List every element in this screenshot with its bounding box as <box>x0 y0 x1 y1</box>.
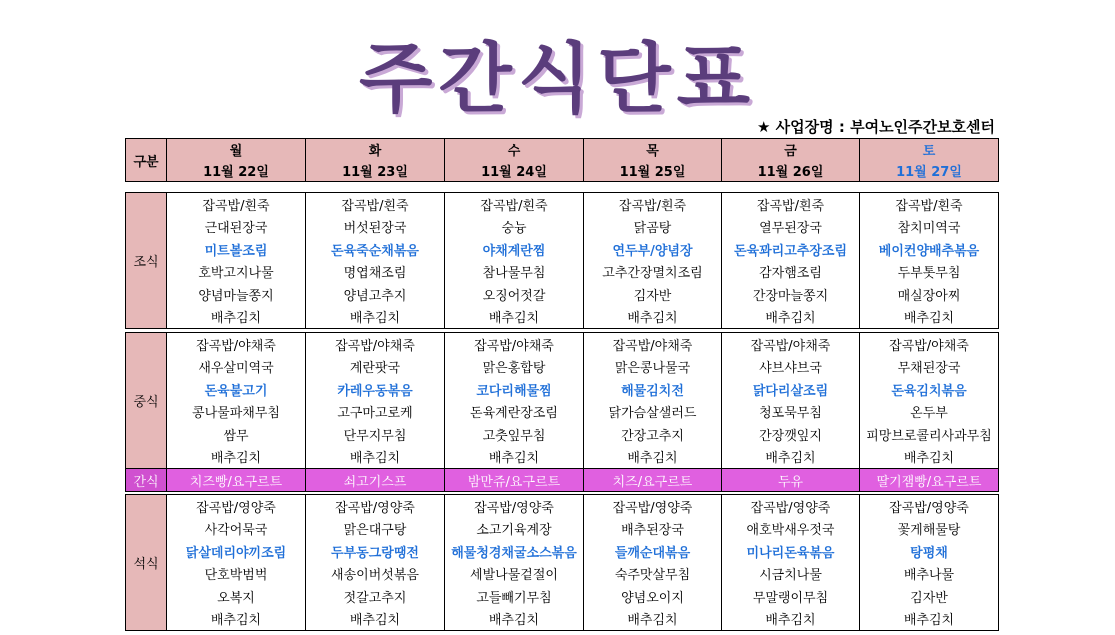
lunch-dish: 잡곡밥/야채죽 <box>860 333 999 356</box>
date-wed: 11월 24일 <box>445 160 584 182</box>
dinner-table <box>125 494 999 631</box>
dinner-dish: 배추김치 <box>445 608 584 631</box>
breakfast-dish: 베이컨양배추볶음 <box>860 238 999 261</box>
lunch-dish: 청포묵무침 <box>722 401 860 424</box>
dinner-dish: 잡곡밥/영양죽 <box>167 495 306 518</box>
lunch-dish: 잡곡밥/야채죽 <box>722 333 860 356</box>
dinner-dish: 잡곡밥/영양죽 <box>445 495 584 518</box>
breakfast-dish: 연두부/양념장 <box>584 238 722 261</box>
breakfast-row <box>126 238 999 261</box>
breakfast-dish: 근대된장국 <box>167 216 306 239</box>
breakfast-dish: 배추김치 <box>584 306 722 329</box>
day-tue: 화 <box>306 139 445 161</box>
dinner-dish: 무말랭이무침 <box>722 585 860 608</box>
breakfast-dish: 배추김치 <box>860 306 999 329</box>
dinner-dish: 시금치나물 <box>722 563 860 586</box>
dinner-dish: 양념오이지 <box>584 585 722 608</box>
dinner-row <box>126 540 999 563</box>
lunch-dish: 돈육김치볶음 <box>860 378 999 401</box>
lunch-dish: 배추김치 <box>306 446 445 469</box>
lunch-dish: 간장고추지 <box>584 423 722 446</box>
date-tue: 11월 23일 <box>306 160 445 182</box>
lunch-row <box>126 423 999 446</box>
dinner-dish: 탕평채 <box>860 540 999 563</box>
breakfast-dish: 숭늉 <box>445 216 584 239</box>
breakfast-dish: 양념고추지 <box>306 283 445 306</box>
breakfast-row <box>126 306 999 329</box>
breakfast-dish: 잡곡밥/흰죽 <box>167 193 306 216</box>
lunch-dish: 온두부 <box>860 401 999 424</box>
breakfast-label: 조식 <box>126 193 167 329</box>
breakfast-dish: 매실장아찌 <box>860 283 999 306</box>
lunch-dish: 콩나물파채무침 <box>167 401 306 424</box>
breakfast-dish: 배추김치 <box>167 306 306 329</box>
lunch-dish: 배추김치 <box>722 446 860 469</box>
dinner-dish: 배추나물 <box>860 563 999 586</box>
page-title: 주간식단표 <box>358 34 757 123</box>
dinner-row <box>126 563 999 586</box>
breakfast-dish: 닭곰탕 <box>584 216 722 239</box>
breakfast-row <box>126 216 999 239</box>
dinner-dish: 들깨순대볶음 <box>584 540 722 563</box>
dinner-dish: 닭살데리야끼조림 <box>167 540 306 563</box>
lunch-dish: 배추김치 <box>167 446 306 469</box>
dinner-dish: 소고기육계장 <box>445 518 584 541</box>
lunch-dish: 배추김치 <box>860 446 999 469</box>
dinner-row <box>126 518 999 541</box>
dinner-dish: 잡곡밥/영양죽 <box>584 495 722 518</box>
dinner-dish: 김자반 <box>860 585 999 608</box>
day-fri: 금 <box>722 139 860 161</box>
lunch-dish: 코다리해물찜 <box>445 378 584 401</box>
lunch-dish: 닭가슴살샐러드 <box>584 401 722 424</box>
breakfast-dish: 두부톳무침 <box>860 261 999 284</box>
day-sat: 토 <box>860 139 999 161</box>
day-thu: 목 <box>584 139 722 161</box>
lunch-dish: 간장깻잎지 <box>722 423 860 446</box>
dinner-dish: 세발나물겉절이 <box>445 563 584 586</box>
lunch-dish: 잡곡밥/야채죽 <box>167 333 306 356</box>
snack-item: 딸기잼빵/요구르트 <box>860 469 999 492</box>
snack-row <box>126 469 999 492</box>
lunch-dish: 배추김치 <box>584 446 722 469</box>
dinner-dish: 해물청경채굴소스볶음 <box>445 540 584 563</box>
lunch-row <box>126 401 999 424</box>
breakfast-dish: 배추김치 <box>722 306 860 329</box>
header-label: 구분 <box>126 139 167 182</box>
dinner-dish: 단호박범벅 <box>167 563 306 586</box>
lunch-row <box>126 446 999 469</box>
lunch-dish: 돈육계란장조림 <box>445 401 584 424</box>
lunch-dish: 고춧잎무침 <box>445 423 584 446</box>
snack-item: 밤만쥬/요구르트 <box>445 469 584 492</box>
breakfast-dish: 배추김치 <box>306 306 445 329</box>
lunch-dish: 돈육불고기 <box>167 378 306 401</box>
lunch-dish: 무채된장국 <box>860 356 999 379</box>
breakfast-dish: 잡곡밥/흰죽 <box>860 193 999 216</box>
lunch-label: 중식 <box>126 333 167 469</box>
dinner-label: 석식 <box>126 495 167 631</box>
dinner-dish: 오복지 <box>167 585 306 608</box>
lunch-row <box>126 333 999 356</box>
org-name: ★ 사업장명 : 부여노인주간보호센터 <box>757 118 995 136</box>
dinner-dish: 애호박새우젓국 <box>722 518 860 541</box>
breakfast-dish: 참치미역국 <box>860 216 999 239</box>
breakfast-dish: 야채계란찜 <box>445 238 584 261</box>
lunch-dish: 계란팟국 <box>306 356 445 379</box>
header-table <box>125 138 999 182</box>
breakfast-dish: 명엽채조림 <box>306 261 445 284</box>
breakfast-dish: 호박고지나물 <box>167 261 306 284</box>
snack-table <box>125 468 999 492</box>
lunch-dish: 잡곡밥/야채죽 <box>584 333 722 356</box>
date-fri: 11월 26일 <box>722 160 860 182</box>
lunch-dish: 잡곡밥/야채죽 <box>306 333 445 356</box>
breakfast-dish: 잡곡밥/흰죽 <box>722 193 860 216</box>
dinner-dish: 배추김치 <box>306 608 445 631</box>
lunch-row <box>126 356 999 379</box>
breakfast-dish: 돈육꽈리고추장조림 <box>722 238 860 261</box>
lunch-table <box>125 332 999 469</box>
lunch-dish: 피망브로콜리사과무침 <box>860 423 999 446</box>
dinner-dish: 잡곡밥/영양죽 <box>306 495 445 518</box>
lunch-dish: 고구마고로케 <box>306 401 445 424</box>
breakfast-row <box>126 283 999 306</box>
snack-item: 두유 <box>722 469 860 492</box>
snack-item: 치즈/요구르트 <box>584 469 722 492</box>
dinner-dish: 숙주맛살무침 <box>584 563 722 586</box>
breakfast-dish: 고추간장멸치조림 <box>584 261 722 284</box>
dinner-dish: 미나리돈육볶음 <box>722 540 860 563</box>
breakfast-dish: 버섯된장국 <box>306 216 445 239</box>
lunch-dish: 카레우동볶음 <box>306 378 445 401</box>
lunch-row <box>126 378 999 401</box>
breakfast-dish: 미트볼조림 <box>167 238 306 261</box>
breakfast-dish: 감자햄조림 <box>722 261 860 284</box>
dinner-dish: 고들빼기무침 <box>445 585 584 608</box>
breakfast-dish: 돈육죽순채볶음 <box>306 238 445 261</box>
breakfast-table <box>125 192 999 329</box>
dinner-row <box>126 495 999 518</box>
breakfast-dish: 간장마늘쫑지 <box>722 283 860 306</box>
breakfast-dish: 참나물무침 <box>445 261 584 284</box>
dinner-dish: 잡곡밥/영양죽 <box>860 495 999 518</box>
snack-item: 쇠고기스프 <box>306 469 445 492</box>
day-wed: 수 <box>445 139 584 161</box>
day-mon: 월 <box>167 139 306 161</box>
dinner-dish: 배추김치 <box>722 608 860 631</box>
dinner-dish: 배추된장국 <box>584 518 722 541</box>
dinner-dish: 사각어묵국 <box>167 518 306 541</box>
dinner-dish: 배추김치 <box>584 608 722 631</box>
lunch-dish: 해물김치전 <box>584 378 722 401</box>
snack-item: 치즈빵/요구르트 <box>167 469 306 492</box>
dinner-dish: 맑은대구탕 <box>306 518 445 541</box>
breakfast-dish: 김자반 <box>584 283 722 306</box>
dinner-dish: 두부동그랑땡전 <box>306 540 445 563</box>
dinner-dish: 젓갈고추지 <box>306 585 445 608</box>
dinner-dish: 배추김치 <box>860 608 999 631</box>
lunch-dish: 배추김치 <box>445 446 584 469</box>
lunch-dish: 새우살미역국 <box>167 356 306 379</box>
date-sat: 11월 27일 <box>860 160 999 182</box>
breakfast-dish: 잡곡밥/흰죽 <box>584 193 722 216</box>
breakfast-dish: 잡곡밥/흰죽 <box>306 193 445 216</box>
lunch-dish: 맑은홍합탕 <box>445 356 584 379</box>
date-thu: 11월 25일 <box>584 160 722 182</box>
dinner-row <box>126 608 999 631</box>
lunch-dish: 잡곡밥/야채죽 <box>445 333 584 356</box>
dinner-dish: 배추김치 <box>167 608 306 631</box>
breakfast-row <box>126 261 999 284</box>
dinner-row <box>126 585 999 608</box>
lunch-dish: 쌈무 <box>167 423 306 446</box>
date-mon: 11월 22일 <box>167 160 306 182</box>
breakfast-dish: 잡곡밥/흰죽 <box>445 193 584 216</box>
dinner-dish: 잡곡밥/영양죽 <box>722 495 860 518</box>
lunch-dish: 단무지무침 <box>306 423 445 446</box>
breakfast-dish: 양념마늘쫑지 <box>167 283 306 306</box>
lunch-dish: 맑은콩나물국 <box>584 356 722 379</box>
breakfast-row <box>126 193 999 216</box>
dinner-dish: 새송이버섯볶음 <box>306 563 445 586</box>
breakfast-dish: 열무된장국 <box>722 216 860 239</box>
lunch-dish: 닭다리살조림 <box>722 378 860 401</box>
snack-label: 간식 <box>126 469 167 492</box>
lunch-dish: 샤브샤브국 <box>722 356 860 379</box>
dinner-dish: 꽃게해물탕 <box>860 518 999 541</box>
breakfast-dish: 배추김치 <box>445 306 584 329</box>
breakfast-dish: 오징어젓갈 <box>445 283 584 306</box>
